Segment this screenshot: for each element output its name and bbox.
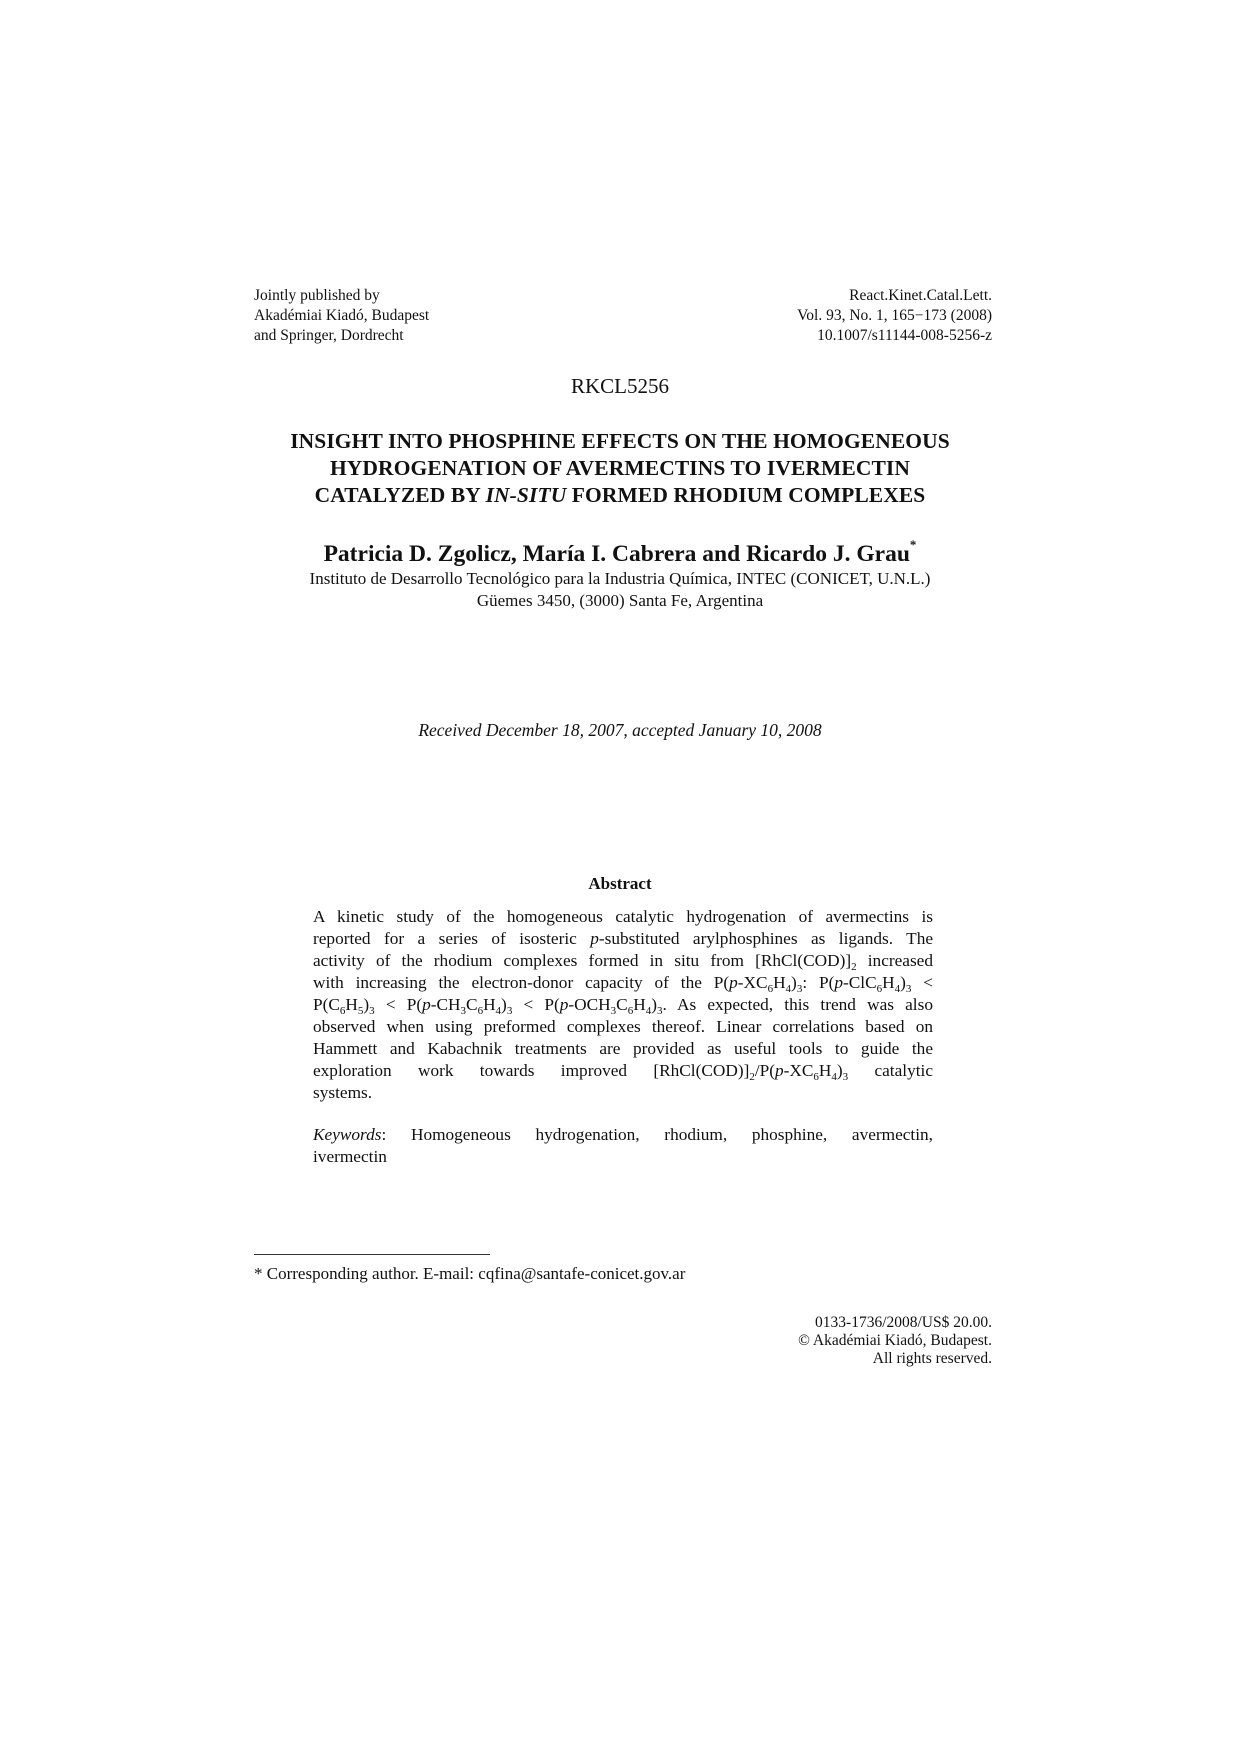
abstract-heading: Abstract	[588, 874, 652, 893]
title-line-3-italic: IN-SITU	[485, 483, 567, 507]
received-dates: Received December 18, 2007, accepted January 10, 2008	[418, 720, 822, 740]
copyright-holder: © Akadémiai Kiadó, Budapest.	[798, 1332, 992, 1349]
author-names: Patricia D. Zgolicz, María I. Cabrera and Ricardo J. Grau	[323, 541, 910, 567]
publisher-info	[254, 286, 429, 346]
journal-doi: 10.1007/s11144-008-5256-z	[817, 327, 992, 344]
corresponding-author-mark: *	[909, 537, 917, 552]
affiliation-line-2: Güemes 3450, (3000) Santa Fe, Argentina	[476, 591, 764, 610]
paper-title	[180, 428, 1060, 509]
affiliation	[0, 568, 1240, 612]
title-line-1: INSIGHT INTO PHOSPHINE EFFECTS ON THE HOMOGENEOUS	[290, 429, 950, 453]
footnote: * Corresponding author. E-mail: cqfina@santafe-conicet.gov.ar	[254, 1264, 686, 1283]
keywords: Keywords: Homogeneous hydrogenation, rhodium, phosphine, avermectin, ivermectin	[313, 1125, 933, 1166]
authors	[0, 537, 1240, 568]
affiliation-line-1: Instituto de Desarrollo Tecnológico para la Industria Química, INTEC (CONICET, U.N.L.)	[309, 569, 931, 588]
publisher-line-2: Akadémiai Kiadó, Budapest	[254, 307, 430, 324]
title-line-3-post: FORMED RHODIUM COMPLEXES	[566, 483, 926, 507]
publisher-line-1: Jointly published by	[254, 287, 380, 304]
title-line-3-pre: CATALYZED BY	[314, 483, 486, 507]
journal-citation	[797, 286, 992, 346]
paper-code: RKCL5256	[570, 374, 669, 398]
title-line-3	[180, 482, 1060, 509]
rights-statement: All rights reserved.	[872, 1350, 992, 1367]
journal-volume: Vol. 93, No. 1, 165−173 (2008)	[797, 307, 992, 324]
publisher-line-3: and Springer, Dordrecht	[254, 327, 404, 344]
title-line-2: HYDROGENATION OF AVERMECTINS TO IVERMECTIN	[329, 456, 911, 480]
abstract-body: A kinetic study of the homogeneous catalytic hydrogenation of avermectins is reported for a series of isosteric p-substituted arylphosphines as ligands. The activity of the rhodium complexes formed in situ from $[RhCl(COD)]_2$ increased with increasing the electron-donor capacity of the $P(p-XC_6H_4)_3$: $P(p-ClC_6H_4)_3$ < $P(C_6H_5)_3 < P(p-CH_3C_6H_4)_3 < P(p-OCH_3C_6H_4)_3$. As expected, this trend was also observed when using preformed complexes thereof. Linear correlations based on Hammett and Kabachnik treatments are provided as useful tools to guide the exploration work towards improved $[RhCl(COD)]_2/P(p-XC_6H_4)_3$ catalytic systems.	[313, 907, 934, 1102]
footnote-divider	[254, 1254, 490, 1255]
issn-price: 0133-1736/2008/US$ 20.00.	[815, 1314, 992, 1331]
journal-name: React.Kinet.Catal.Lett.	[849, 287, 992, 304]
copyright-block	[798, 1314, 992, 1368]
